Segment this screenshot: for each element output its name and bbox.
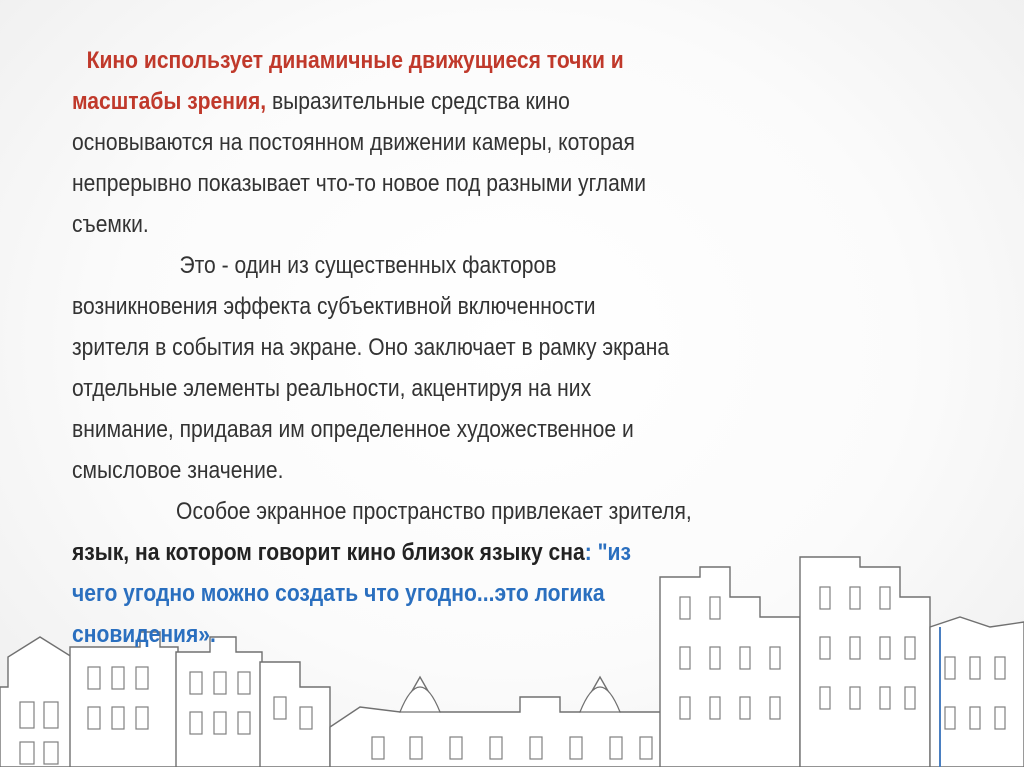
highlight-red: Кино использует динамичные движущиеся точки и bbox=[86, 47, 624, 74]
paragraph-2-line-1: Это - один из существенных факторов bbox=[179, 252, 557, 279]
paragraph-2-line-2: возникновения эффекта субъективной включенности bbox=[72, 293, 596, 320]
paragraph-1-line-1 bbox=[72, 40, 949, 81]
paragraph-2-line-5: внимание, придавая им определенное художественное и bbox=[72, 416, 634, 443]
paragraph-1-line-2 bbox=[72, 81, 949, 122]
paragraph-2-line-3: зрителя в события на экране. Оно заключает в рамку экрана bbox=[72, 334, 670, 361]
quote-blue: : "из bbox=[584, 539, 631, 566]
highlight-bold: язык, на котором говорит кино близок языку сна bbox=[72, 539, 585, 566]
paragraph-3-line-2 bbox=[72, 532, 949, 573]
paragraph-3-line-3: чего угодно можно создать что угодно...это логика bbox=[72, 580, 605, 607]
paragraph-3-line-1: Особое экранное пространство привлекает зрителя, bbox=[176, 498, 692, 525]
paragraph-1-line-5: съемки. bbox=[72, 211, 149, 238]
highlight-red: масштабы зрения, bbox=[72, 88, 267, 115]
paragraph-1-line-3: основываются на постоянном движении камеры, которая bbox=[72, 129, 635, 156]
paragraph-1-line-4: непрерывно показывает что-то новое под разными углами bbox=[72, 170, 647, 197]
paragraph-2-line-6: смысловое значение. bbox=[72, 457, 284, 484]
slide-body-text bbox=[72, 40, 949, 655]
body-text: выразительные средства кино bbox=[266, 88, 570, 115]
paragraph-2-line-4: отдельные элементы реальности, акцентируя на них bbox=[72, 375, 592, 402]
paragraph-3-line-4: сновидения». bbox=[72, 621, 216, 648]
